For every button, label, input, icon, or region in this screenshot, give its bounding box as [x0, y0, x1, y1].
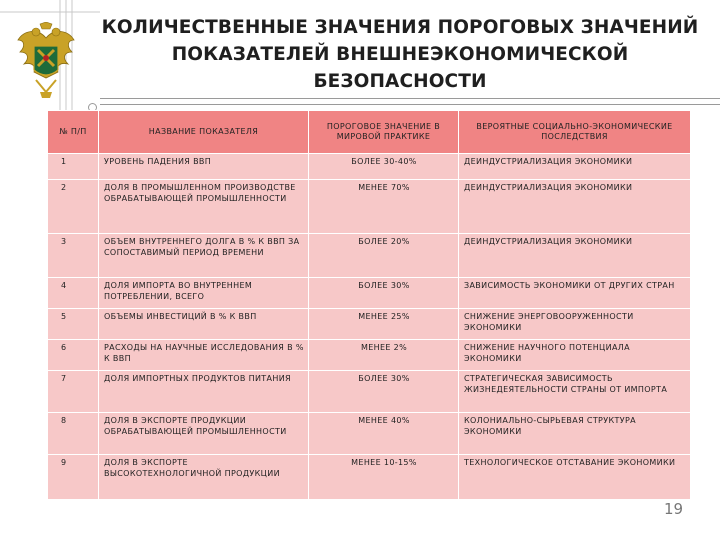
row-threshold: БОЛЕЕ 30% — [309, 371, 459, 413]
double-headed-eagle-emblem-icon — [14, 22, 78, 100]
row-indicator: ДОЛЯ ИМПОРТА ВО ВНУТРЕННЕМ ПОТРЕБЛЕНИИ, ВСЕГО — [99, 278, 309, 309]
row-num: 4 — [48, 278, 99, 309]
row-num: 1 — [48, 154, 99, 180]
row-threshold: МЕНЕЕ 40% — [309, 413, 459, 455]
row-num: 5 — [48, 309, 99, 340]
row-consequences: ДЕИНДУСТРИАЛИЗАЦИЯ ЭКОНОМИКИ — [459, 154, 691, 180]
row-consequences: ЗАВИСИМОСТЬ ЭКОНОМИКИ ОТ ДРУГИХ СТРАН — [459, 278, 691, 309]
thresholds-table — [47, 110, 691, 500]
row-num: 9 — [48, 455, 99, 500]
table-row — [48, 309, 691, 340]
row-threshold: БОЛЕЕ 30-40% — [309, 154, 459, 180]
table-row — [48, 278, 691, 309]
row-num: 7 — [48, 371, 99, 413]
row-threshold: БОЛЕЕ 20% — [309, 234, 459, 278]
table-row — [48, 180, 691, 234]
row-consequences: СНИЖЕНИЕ ЭНЕРГОВООРУЖЕННОСТИ ЭКОНОМИКИ — [459, 309, 691, 340]
row-consequences: ДЕИНДУСТРИАЛИЗАЦИЯ ЭКОНОМИКИ — [459, 234, 691, 278]
row-consequences: ДЕИНДУСТРИАЛИЗАЦИЯ ЭКОНОМИКИ — [459, 180, 691, 234]
header-threshold: ПОРОГОВОЕ ЗНАЧЕНИЕ В МИРОВОЙ ПРАКТИКЕ — [309, 111, 459, 154]
table-row — [48, 234, 691, 278]
row-indicator: ДОЛЯ ИМПОРТНЫХ ПРОДУКТОВ ПИТАНИЯ — [99, 371, 309, 413]
row-consequences: КОЛОНИАЛЬНО-СЫРЬЕВАЯ СТРУКТУРА ЭКОНОМИКИ — [459, 413, 691, 455]
row-threshold: БОЛЕЕ 30% — [309, 278, 459, 309]
header-num: № П/П — [48, 111, 99, 154]
row-num: 2 — [48, 180, 99, 234]
header-consequences: ВЕРОЯТНЫЕ СОЦИАЛЬНО-ЭКОНОМИЧЕСКИЕ ПОСЛЕДСТВИЯ — [459, 111, 691, 154]
row-threshold: МЕНЕЕ 2% — [309, 340, 459, 371]
title-line-3: БЕЗОПАСНОСТИ — [313, 71, 487, 92]
row-consequences: ТЕХНОЛОГИЧЕСКОЕ ОТСТАВАНИЕ ЭКОНОМИКИ — [459, 455, 691, 500]
title-line-1: КОЛИЧЕСТВЕННЫЕ ЗНАЧЕНИЯ ПОРОГОВЫХ ЗНАЧЕНИЙ — [101, 17, 699, 38]
page-title — [100, 14, 700, 95]
table-row — [48, 371, 691, 413]
row-num: 6 — [48, 340, 99, 371]
table-row — [48, 413, 691, 455]
table-row — [48, 154, 691, 180]
row-indicator: ДОЛЯ В ЭКСПОРТЕ ПРОДУКЦИИ ОБРАБАТЫВАЮЩЕЙ ПРОМЫШЛЕННОСТИ — [99, 413, 309, 455]
row-indicator: ДОЛЯ В ЭКСПОРТЕ ВЫСОКОТЕХНОЛОГИЧНОЙ ПРОДУКЦИИ — [99, 455, 309, 500]
page-number: 19 — [664, 500, 684, 518]
title-divider-bottom — [100, 104, 720, 105]
row-threshold: МЕНЕЕ 25% — [309, 309, 459, 340]
title-divider-top — [100, 98, 720, 99]
row-indicator: РАСХОДЫ НА НАУЧНЫЕ ИССЛЕДОВАНИЯ В % К ВВП — [99, 340, 309, 371]
row-num: 3 — [48, 234, 99, 278]
table-row — [48, 340, 691, 371]
header-indicator: НАЗВАНИЕ ПОКАЗАТЕЛЯ — [99, 111, 309, 154]
table-header-row — [48, 111, 691, 154]
table-row — [48, 455, 691, 500]
row-indicator: ДОЛЯ В ПРОМЫШЛЕННОМ ПРОИЗВОДСТВЕ ОБРАБАТЫВАЮЩЕЙ ПРОМЫШЛЕННОСТИ — [99, 180, 309, 234]
row-threshold: МЕНЕЕ 70% — [309, 180, 459, 234]
row-num: 8 — [48, 413, 99, 455]
row-indicator: УРОВЕНЬ ПАДЕНИЯ ВВП — [99, 154, 309, 180]
row-indicator: ОБЪЕМЫ ИНВЕСТИЦИЙ В % К ВВП — [99, 309, 309, 340]
title-line-2: ПОКАЗАТЕЛЕЙ ВНЕШНЕЭКОНОМИЧЕСКОЙ — [171, 44, 629, 65]
row-indicator: ОБЪЕМ ВНУТРЕННЕГО ДОЛГА В % К ВВП ЗА СОПОСТАВИМЫЙ ПЕРИОД ВРЕМЕНИ — [99, 234, 309, 278]
row-consequences: СТРАТЕГИЧЕСКАЯ ЗАВИСИМОСТЬ ЖИЗНЕДЕЯТЕЛЬНОСТИ СТРАНЫ ОТ ИМПОРТА — [459, 371, 691, 413]
row-consequences: СНИЖЕНИЕ НАУЧНОГО ПОТЕНЦИАЛА ЭКОНОМИКИ — [459, 340, 691, 371]
row-threshold: МЕНЕЕ 10-15% — [309, 455, 459, 500]
